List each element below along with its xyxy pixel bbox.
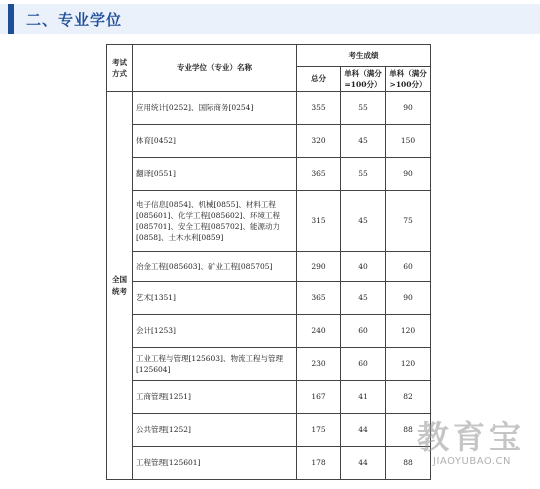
subject1-score-cell: 40 [341,252,386,282]
total-score-cell: 365 [297,158,341,191]
watermark-logo-text: 教育宝 [416,418,525,456]
table-row [107,315,431,348]
subject2-score-cell: 82 [386,381,431,414]
table-row [107,447,431,480]
header-major-name: 专业学位（专业）名称 [133,45,297,92]
major-name-cell: 会计[1253] [133,315,297,348]
subject1-score-cell: 41 [341,381,386,414]
exam-type-cell: 全国统考 [107,92,133,480]
table-row [107,381,431,414]
total-score-cell: 320 [297,125,341,158]
header-subject-over-100: 单科（满分>100分） [386,67,431,92]
table-row [107,125,431,158]
major-name-cell: 应用统计[0252]、国际商务[0254] [133,92,297,125]
total-score-cell: 355 [297,92,341,125]
header-total: 总分 [297,67,341,92]
subject2-score-cell: 60 [386,252,431,282]
major-name-cell: 公共管理[1252] [133,414,297,447]
major-name-cell: 工业工程与管理[125603]、物流工程与管理[125604] [133,348,297,381]
table-row [107,252,431,282]
major-name-cell: 冶金工程[085603]、矿业工程[085705] [133,252,297,282]
subject2-score-cell: 150 [386,125,431,158]
header-subject-100: 单科（满分=100分） [341,67,386,92]
subject1-score-cell: 60 [341,315,386,348]
subject2-score-cell: 120 [386,315,431,348]
subject2-score-cell: 88 [386,447,431,480]
score-table [106,44,431,480]
section-header [0,4,540,34]
subject1-score-cell: 45 [341,191,386,252]
subject1-score-cell: 44 [341,414,386,447]
total-score-cell: 365 [297,282,341,315]
major-name-cell: 体育[0452] [133,125,297,158]
section-title: 二、专业学位 [26,11,123,29]
subject1-score-cell: 55 [341,92,386,125]
total-score-cell: 175 [297,414,341,447]
subject1-score-cell: 45 [341,125,386,158]
major-name-cell: 电子信息[0854]、机械[0855]、材料工程[085601]、化学工程[085602]、环境工程[085701]、安全工程[085702]、能源动力[0858]、土木水利[0859] [133,191,297,252]
table-row [107,191,431,252]
subject1-score-cell: 55 [341,158,386,191]
major-name-cell: 翻译[0551] [133,158,297,191]
total-score-cell: 230 [297,348,341,381]
major-name-cell: 工商管理[1251] [133,381,297,414]
total-score-cell: 178 [297,447,341,480]
major-name-cell: 艺术[1351] [133,282,297,315]
subject2-score-cell: 75 [386,191,431,252]
watermark-domain-text: JIAOYUBAO.CN [433,456,511,467]
subject2-score-cell: 120 [386,348,431,381]
header-score-group: 考生成绩 [297,45,431,67]
subject2-score-cell: 90 [386,158,431,191]
subject2-score-cell: 90 [386,282,431,315]
table-row [107,158,431,191]
table-row [107,92,431,125]
total-score-cell: 167 [297,381,341,414]
header-exam-type: 考试方式 [107,45,133,92]
subject1-score-cell: 44 [341,447,386,480]
table-row [107,414,431,447]
total-score-cell: 290 [297,252,341,282]
subject1-score-cell: 60 [341,348,386,381]
subject2-score-cell: 90 [386,92,431,125]
table-row [107,348,431,381]
total-score-cell: 240 [297,315,341,348]
major-name-cell: 工程管理[125601] [133,447,297,480]
total-score-cell: 315 [297,191,341,252]
section-accent-bar [8,4,14,34]
subject1-score-cell: 45 [341,282,386,315]
table-row [107,282,431,315]
subject2-score-cell: 88 [386,414,431,447]
